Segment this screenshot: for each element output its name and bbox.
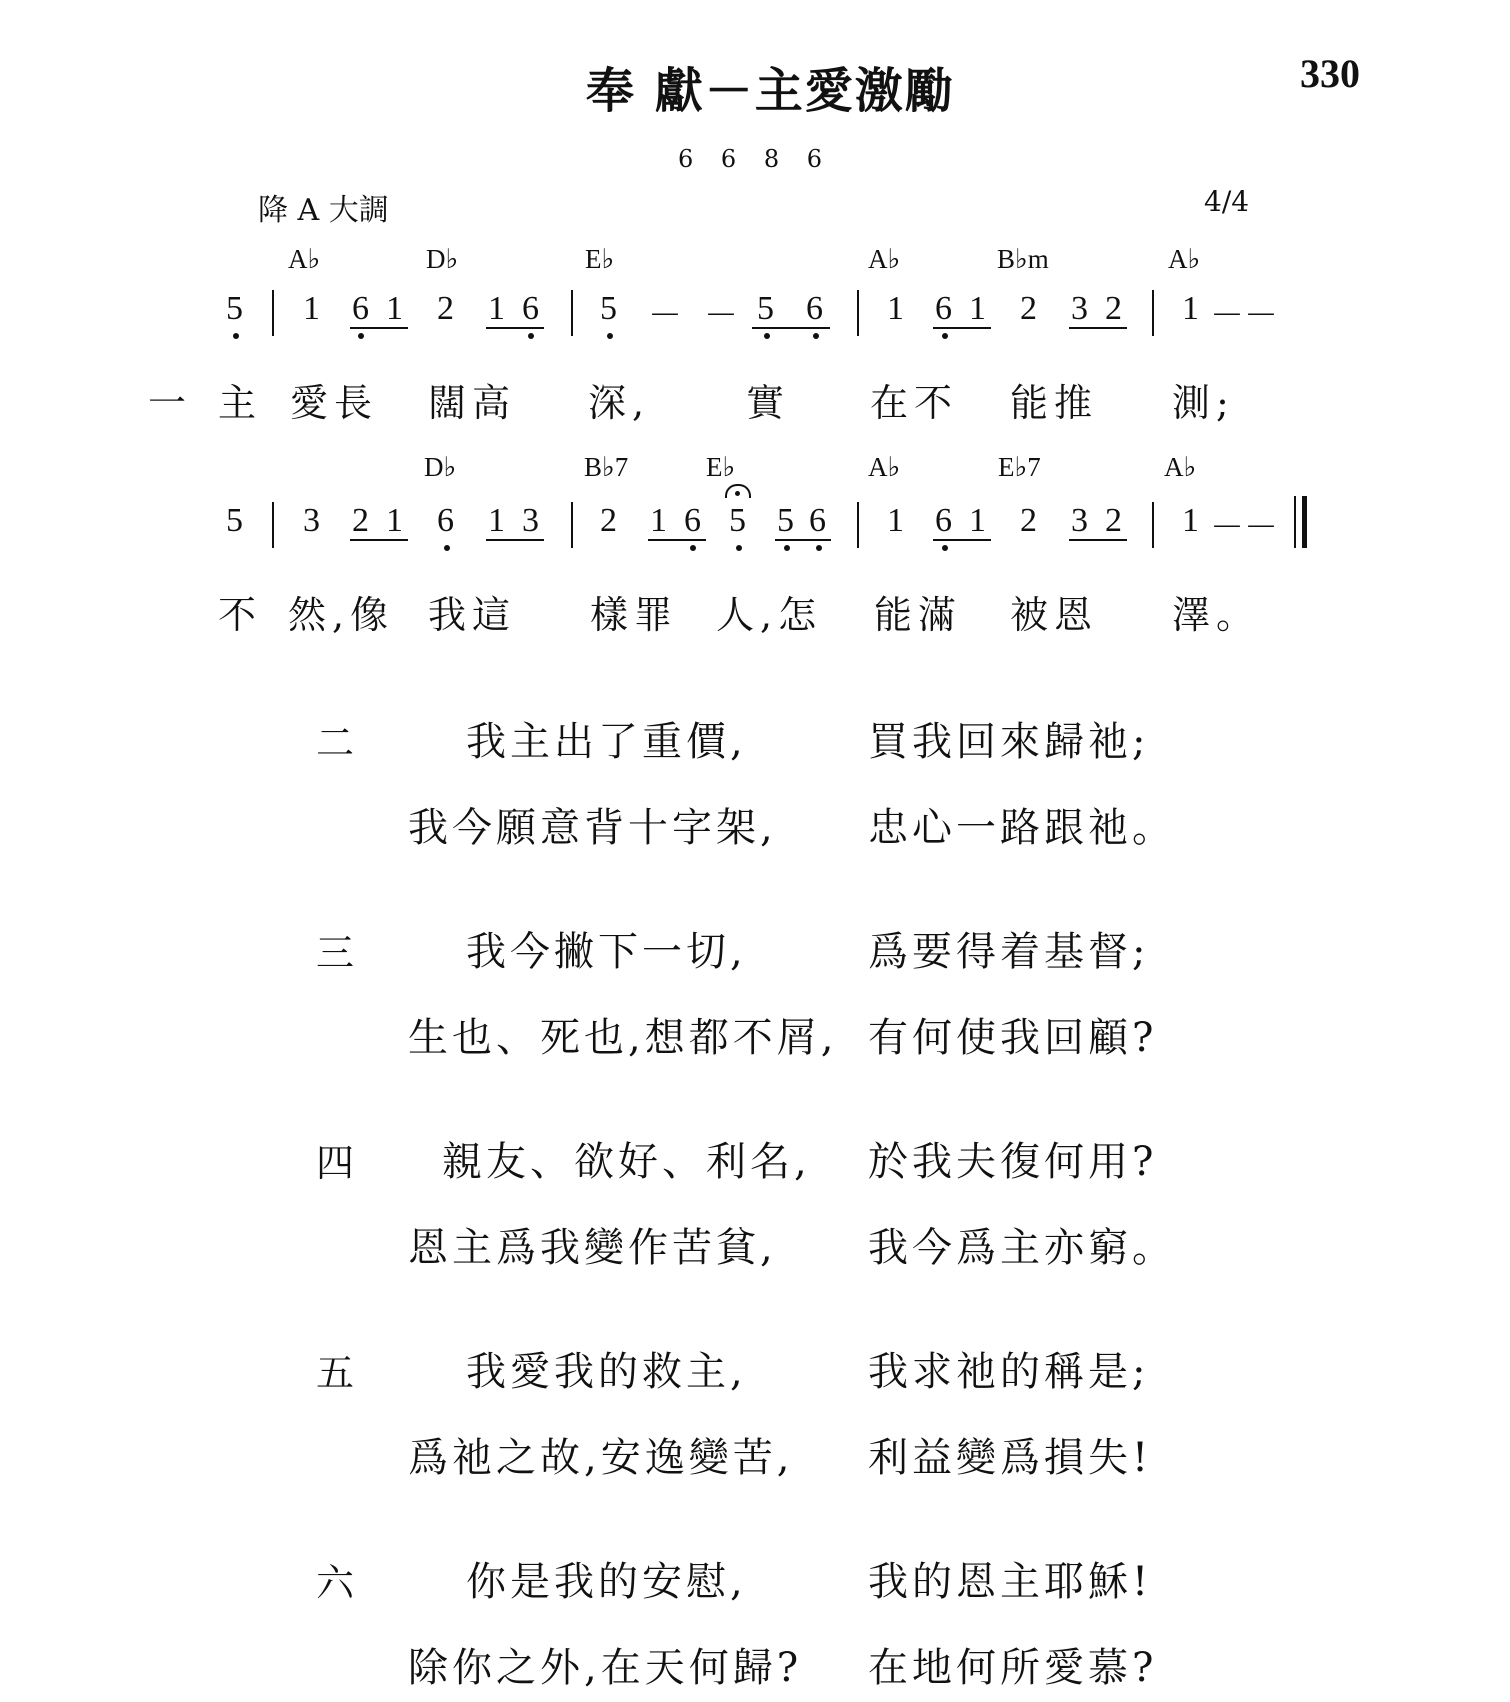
note: 6 [684,502,701,539]
note: 6 [437,502,454,539]
verse-line: 利益變爲損失! [868,1435,1153,1481]
verse-line: 買我回來歸祂; [868,719,1150,765]
note: 6 [806,290,823,327]
note: 1 [887,502,904,539]
verse-line: 你是我的安慰, [466,1559,747,1605]
lyric: 深, [588,381,651,425]
lyric: 測; [1172,381,1235,425]
beam [775,539,831,541]
low-dot [607,333,613,339]
note: 6 [522,290,539,327]
barline [1152,502,1154,548]
chord: D♭ [424,452,457,482]
final-barline-thin [1294,496,1296,548]
dash: － [704,296,738,336]
verse-line: 爲要得着基督; [868,929,1150,975]
note: 1 [386,290,403,327]
chord: A♭ [1168,244,1201,274]
note: 5 [777,502,794,539]
barline [1152,290,1154,336]
barline [857,502,859,548]
low-dot [233,333,239,339]
lyric: 不 [218,593,263,637]
lyric: 被恩 [1010,593,1099,637]
note: 6 [352,290,369,327]
low-dot [942,545,948,551]
low-dot [942,333,948,339]
beam [486,539,544,541]
note: 1 [650,502,667,539]
meter: 6 6 8 6 [678,145,832,173]
verse-number: 四 [316,1141,355,1185]
low-dot [813,333,819,339]
note: 3 [1071,290,1088,327]
barline [571,502,573,548]
note: 2 [1020,290,1037,327]
note: 5 [226,502,243,539]
chord: E♭7 [998,452,1041,482]
note: 2 [1105,290,1122,327]
verse-line: 忠心一路跟祂。 [868,805,1176,851]
verse-label: 一 [148,381,193,425]
fermata-icon [725,484,751,498]
verse-line: 我主出了重價, [466,719,747,765]
lyric: 然,像 [288,593,395,637]
lyric: 愛長 [290,381,379,425]
chord: A♭ [868,244,901,274]
note: 2 [1020,502,1037,539]
dash: － [648,296,682,336]
note: 1 [488,290,505,327]
verse-line: 我今撇下一切, [466,929,747,975]
verse-number: 二 [316,721,355,765]
barline [272,290,274,336]
lyric: 闊高 [428,381,517,425]
beam [350,539,408,541]
barline [272,502,274,548]
verse-line: 恩主爲我變作苦貧, [408,1225,777,1271]
note: 3 [303,502,320,539]
dash: －－ [1210,296,1278,336]
note: 1 [969,502,986,539]
note: 2 [600,502,617,539]
lyric: 澤。 [1172,593,1261,637]
page-title: 奉 獻－主愛激勵 [586,63,955,119]
low-dot [358,333,364,339]
note: 3 [1071,502,1088,539]
low-dot [528,333,534,339]
verse-line: 除你之外,在天何歸? [408,1645,803,1691]
lyric: 我這 [428,593,517,637]
beam [752,327,830,329]
barline [857,290,859,336]
note: 1 [386,502,403,539]
beam [1069,539,1127,541]
lyric: 在不 [870,381,959,425]
beam [350,327,408,329]
note: 6 [935,290,952,327]
chord: B♭7 [584,452,629,482]
lyric: 主 [218,381,263,425]
note: 1 [969,290,986,327]
beam [648,539,706,541]
note: 5 [757,290,774,327]
verse-line: 我的恩主耶穌! [868,1559,1153,1605]
low-dot [690,545,696,551]
lyric: 能滿 [874,593,963,637]
verse-line: 生也、死也,想都不屑, [408,1015,838,1061]
note: 5 [226,290,243,327]
low-dot [444,545,450,551]
note: 2 [1105,502,1122,539]
beam [486,327,544,329]
lyric: 樣罪 [590,593,679,637]
low-dot [764,333,770,339]
verse-line: 我今願意背十字架, [408,805,777,851]
time-signature: 4/4 [1204,185,1250,218]
beam [933,327,991,329]
low-dot [784,545,790,551]
chord: B♭m [997,244,1049,274]
chord: E♭ [706,452,736,482]
verse-line: 在地何所愛慕? [868,1645,1158,1691]
verse-number: 五 [316,1351,355,1395]
beam [933,539,991,541]
chord: A♭ [288,244,321,274]
verse-number: 六 [316,1561,355,1605]
note: 1 [1182,502,1199,539]
lyric: 人,怎 [716,593,823,637]
low-dot [816,545,822,551]
final-barline-thick [1302,496,1307,548]
note: 1 [1182,290,1199,327]
lyric: 能推 [1010,381,1099,425]
chord: A♭ [868,452,901,482]
note: 5 [729,502,746,539]
note: 6 [809,502,826,539]
verse-line: 親友、欲好、利名, [442,1139,811,1185]
dash: －－ [1210,508,1278,548]
chord: E♭ [585,244,615,274]
verse-line: 我今爲主亦窮。 [868,1225,1176,1271]
note: 2 [437,290,454,327]
chord: D♭ [426,244,459,274]
note: 1 [488,502,505,539]
lyric: 實 [746,381,791,425]
barline [571,290,573,336]
key-signature: 降 A 大調 [258,193,389,228]
note: 6 [935,502,952,539]
hymn-number: 330 [1300,51,1360,96]
verse-line: 有何使我回顧? [868,1015,1158,1061]
verse-line: 於我夫復何用? [868,1139,1158,1185]
note: 3 [522,502,539,539]
beam [1069,327,1127,329]
note: 5 [600,290,617,327]
verse-line: 我求祂的稱是; [868,1349,1150,1395]
note: 1 [887,290,904,327]
verse-line: 我愛我的救主, [466,1349,747,1395]
low-dot [736,545,742,551]
note: 2 [352,502,369,539]
verse-number: 三 [316,931,355,975]
note: 1 [303,290,320,327]
verse-line: 爲祂之故,安逸變苦, [408,1435,794,1481]
chord: A♭ [1164,452,1197,482]
